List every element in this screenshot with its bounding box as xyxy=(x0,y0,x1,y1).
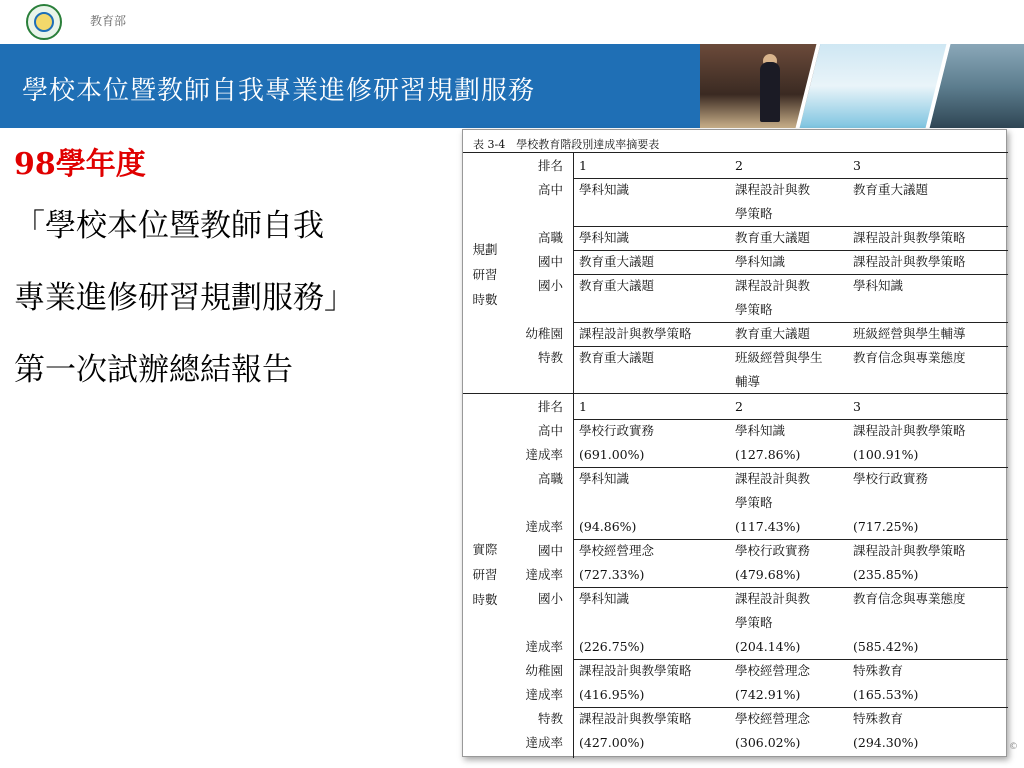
summary-table-image xyxy=(462,129,1007,757)
actual-rank1: 課程設計與教學策略 xyxy=(579,711,692,726)
planned-rank1: 教育重大議題 xyxy=(579,350,655,365)
actual-rate3: (717.25%) xyxy=(853,519,919,534)
title-banner xyxy=(0,44,1024,128)
actual-rate2: (479.68%) xyxy=(735,567,801,582)
actual-rank3: 教育信念與專業態度 xyxy=(853,591,966,606)
ministry-name: 教育部 xyxy=(90,14,127,28)
actual-rate1: (94.86%) xyxy=(579,519,637,534)
corner-mark: © xyxy=(1009,742,1018,752)
planned-rank2: 教育重大議題 xyxy=(735,326,811,341)
planned-rank3: 教育信念與專業態度 xyxy=(853,350,966,365)
actual-group-label-1: 研習 xyxy=(472,567,498,582)
actual-rank-3: 3 xyxy=(853,399,861,414)
planned-level: 國中 xyxy=(537,254,563,269)
report-title-line-3: 第一次試辦總結報告 xyxy=(14,352,293,388)
actual-level: 高中 xyxy=(537,423,563,438)
actual-rank2: 學科知識 xyxy=(735,423,786,438)
actual-rank2: 學校經營理念 xyxy=(735,663,811,678)
planned-rank2: 學策略 xyxy=(735,206,773,221)
table-col-divider xyxy=(573,152,574,758)
actual-rank2: 課程設計與教 xyxy=(735,471,811,486)
actual-group-label-2: 時數 xyxy=(472,592,498,607)
report-title-line-2: 專業進修研習規劃服務」 xyxy=(14,280,355,316)
ministry-bar xyxy=(0,0,1024,44)
planned-rank-1: 1 xyxy=(579,158,587,173)
actual-rate1: (226.75%) xyxy=(579,639,645,654)
planned-rank3: 教育重大議題 xyxy=(853,182,929,197)
actual-rank3: 課程設計與教學策略 xyxy=(853,423,966,438)
year-title: 98學年度 xyxy=(14,147,146,182)
actual-rank3: 學校行政實務 xyxy=(853,471,929,486)
planned-rank1: 學科知識 xyxy=(579,230,630,245)
actual-rank1: 課程設計與教學策略 xyxy=(579,663,692,678)
actual-rate-label: 達成率 xyxy=(525,687,563,702)
actual-rank3: 特殊教育 xyxy=(853,663,904,678)
actual-rank1: 學科知識 xyxy=(579,591,630,606)
planned-rank2: 學策略 xyxy=(735,302,773,317)
actual-level: 幼稚園 xyxy=(525,663,563,678)
actual-rate1: (691.00%) xyxy=(579,447,645,462)
actual-rate-label: 達成率 xyxy=(525,639,563,654)
table-top-rule xyxy=(463,152,1008,153)
actual-rate3: (235.85%) xyxy=(853,567,919,582)
presenter-figure xyxy=(760,62,780,122)
planned-rank3: 班級經營與學生輔導 xyxy=(853,326,966,341)
actual-rate-label: 達成率 xyxy=(525,567,563,582)
actual-rank1: 學科知識 xyxy=(579,471,630,486)
table-caption: 表 3-4 學校教育階段別達成率摘要表 xyxy=(473,138,660,151)
actual-rank2-cont: 學策略 xyxy=(735,495,773,510)
actual-rate-label: 達成率 xyxy=(525,735,563,750)
planned-rank1: 教育重大議題 xyxy=(579,254,655,269)
report-title-line-1: 「學校本位暨教師自我 xyxy=(14,208,324,244)
actual-rate2: (306.02%) xyxy=(735,735,801,750)
planned-rank2: 課程設計與教 xyxy=(735,182,811,197)
planned-rank1: 課程設計與教學策略 xyxy=(579,326,692,341)
actual-rate3: (294.30%) xyxy=(853,735,919,750)
planned-level: 高職 xyxy=(537,230,563,245)
actual-rank2: 學校經營理念 xyxy=(735,711,811,726)
actual-rate-label: 達成率 xyxy=(525,447,563,462)
ministry-logo-icon xyxy=(26,4,62,40)
actual-rate2: (117.43%) xyxy=(735,519,801,534)
planned-level: 國小 xyxy=(537,278,563,293)
planned-rank2: 學科知識 xyxy=(735,254,786,269)
actual-rate2: (742.91%) xyxy=(735,687,801,702)
actual-level: 高職 xyxy=(537,471,563,486)
planned-rank2: 輔導 xyxy=(735,374,761,389)
actual-rank-1: 1 xyxy=(579,399,587,414)
actual-rank3: 特殊教育 xyxy=(853,711,904,726)
actual-rate1: (727.33%) xyxy=(579,567,645,582)
actual-rank2-cont: 學策略 xyxy=(735,615,773,630)
actual-rate2: (204.14%) xyxy=(735,639,801,654)
planned-rank3: 學科知識 xyxy=(853,278,904,293)
actual-level: 特教 xyxy=(537,711,563,726)
actual-rank1: 學校行政實務 xyxy=(579,423,655,438)
planned-rank2: 課程設計與教 xyxy=(735,278,811,293)
actual-group-label-0: 實際 xyxy=(472,542,498,557)
planned-level: 高中 xyxy=(537,182,563,197)
planned-group-label-0: 規劃 xyxy=(472,242,498,257)
planned-rank2: 班級經營與學生 xyxy=(735,350,823,365)
actual-level: 國小 xyxy=(537,591,563,606)
actual-rate1: (416.95%) xyxy=(579,687,645,702)
planned-rank1: 學科知識 xyxy=(579,182,630,197)
actual-rate1: (427.00%) xyxy=(579,735,645,750)
actual-rank-2: 2 xyxy=(735,399,743,414)
planned-rank2: 教育重大議題 xyxy=(735,230,811,245)
planned-rank-3: 3 xyxy=(853,158,861,173)
actual-rate3: (165.53%) xyxy=(853,687,919,702)
actual-rate3: (100.91%) xyxy=(853,447,919,462)
planned-level: 特教 xyxy=(537,350,563,365)
planned-group-label-2: 時數 xyxy=(472,292,498,307)
actual-level: 國中 xyxy=(537,543,563,558)
actual-rank-label: 排名 xyxy=(537,399,563,414)
actual-rate2: (127.86%) xyxy=(735,447,801,462)
actual-rank2: 課程設計與教 xyxy=(735,591,811,606)
planned-rank3: 課程設計與教學策略 xyxy=(853,254,966,269)
planned-rank-label: 排名 xyxy=(537,158,563,173)
actual-rank3: 課程設計與教學策略 xyxy=(853,543,966,558)
planned-group-label-1: 研習 xyxy=(472,267,498,282)
actual-rate-label: 達成率 xyxy=(525,519,563,534)
page-title: 學校本位暨教師自我專業進修研習規劃服務 xyxy=(22,76,536,106)
planned-rank-2: 2 xyxy=(735,158,743,173)
report-heading xyxy=(14,140,454,406)
actual-rank2: 學校行政實務 xyxy=(735,543,811,558)
planned-level: 幼稚園 xyxy=(525,326,563,341)
planned-rank1: 教育重大議題 xyxy=(579,278,655,293)
actual-rank1: 學校經營理念 xyxy=(579,543,655,558)
planned-rank3: 課程設計與教學策略 xyxy=(853,230,966,245)
actual-rate3: (585.42%) xyxy=(853,639,919,654)
